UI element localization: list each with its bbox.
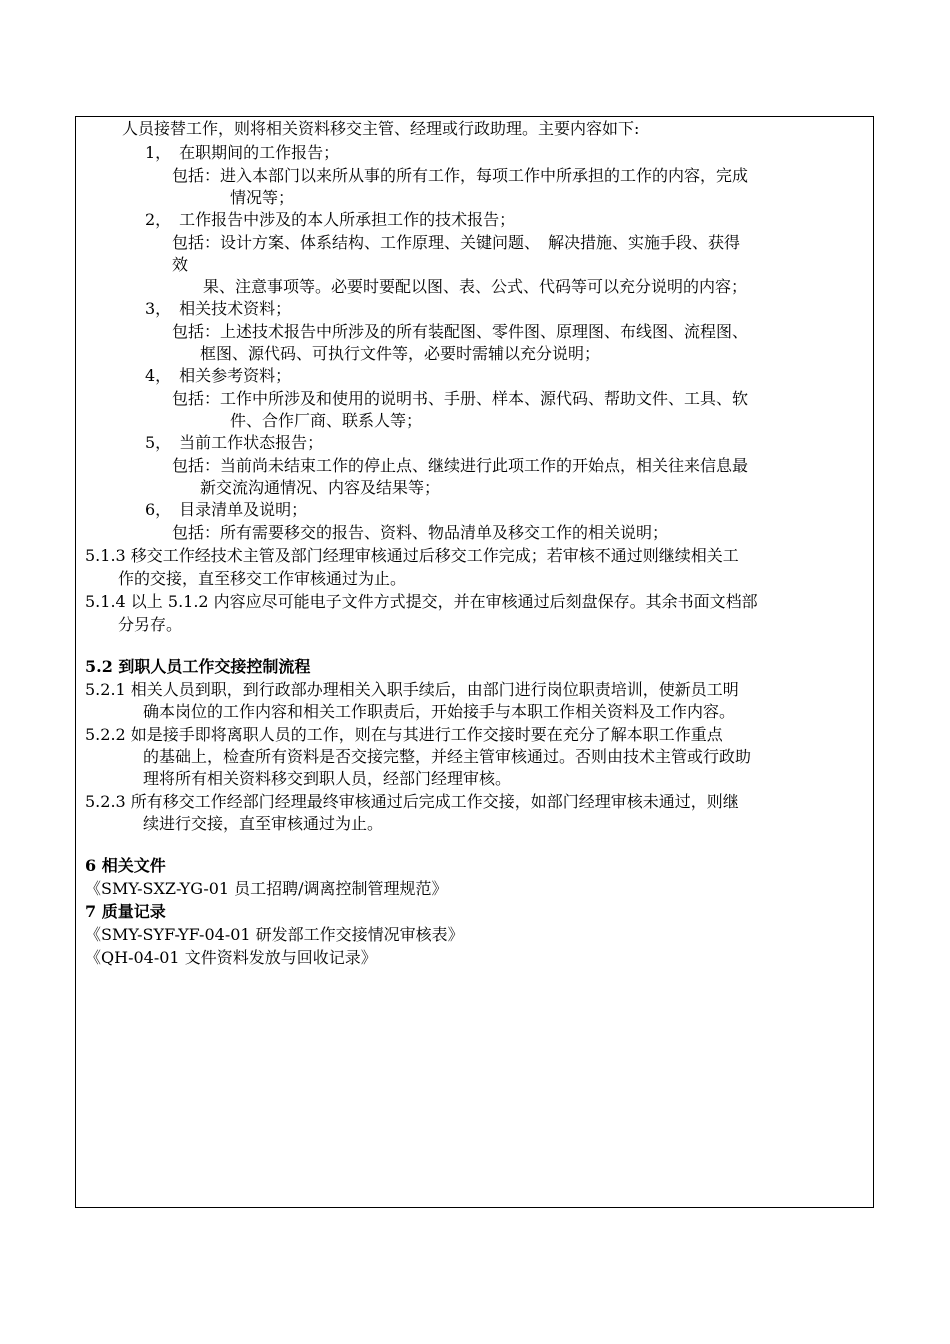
clause-5-2-2-cont: 的基础上，检查所有资料是否交接完整，并经主管审核通过。否则由技术主管或行政助 [143,747,752,766]
section-6-heading: 6 相关文件 [85,856,166,875]
item-4-title: 4， 相关参考资料； [145,366,292,385]
item-3-detail: 包括：上述技术报告中所涉及的所有装配图、零件图、原理图、布线图、流程图、 [172,322,749,341]
clause-5-1-3: 5.1.3 移交工作经技术主管及部门经理审核通过后移交工作完成；若审核不通过则继续相关工 [85,546,739,565]
item-1-detail: 包括：进入本部门以来所从事的所有工作，每项工作中所承担的工作的内容，完成 [172,166,749,185]
item-6-title: 6， 目录清单及说明； [145,500,308,519]
item-2-detail: 包括：设计方案、体系结构、工作原理、关键问题、 解决措施、实施手段、获得 [172,233,741,252]
clause-5-2-1-cont: 确本岗位的工作内容和相关工作职责后，开始接手与本职工作相关资料及工作内容。 [143,702,736,721]
item-5-detail-cont: 新交流沟通情况、内容及结果等； [200,478,441,497]
item-2-title: 2， 工作报告中涉及的本人所承担工作的技术报告； [145,210,516,229]
item-5-title: 5， 当前工作状态报告； [145,433,324,452]
clause-5-1-4-cont: 分另存。 [118,615,183,634]
related-document-1: 《SMY-SXZ-YG-01 员工招聘/调离控制管理规范》 [85,879,448,898]
item-1-title: 1， 在职期间的工作报告； [145,143,340,162]
section-5-2-heading: 5.2 到职人员工作交接控制流程 [85,657,311,676]
item-2-detail-cont: 效 [172,255,189,274]
item-4-detail-cont: 件、合作厂商、联系人等； [230,411,423,430]
item-5-detail: 包括：当前尚未结束工作的停止点、继续进行此项工作的开始点，相关往来信息最 [172,456,749,475]
item-1-detail-cont: 情况等； [230,188,295,207]
clause-5-2-1: 5.2.1 相关人员到职，到行政部办理相关入职手续后，由部门进行岗位职责培训，使新员工明 [85,680,739,699]
intro-line: 人员接替工作，则将相关资料移交主管、经理或行政助理。主要内容如下: [122,119,640,138]
clause-5-2-2: 5.2.2 如是接手即将离职人员的工作，则在与其进行工作交接时要在充分了解本职工作重点 [85,725,723,744]
item-2-detail-cont2: 果、注意事项等。必要时要配以图、表、公式、代码等可以充分说明的内容； [203,277,748,296]
clause-5-1-3-cont: 作的交接，直至移交工作审核通过为止。 [118,569,407,588]
clause-5-1-4: 5.1.4 以上 5.1.2 内容应尽可能电子文件方式提交，并在审核通过后刻盘保存。其余书面文档部 [85,592,758,611]
quality-record-1: 《SMY-SYF-YF-04-01 研发部工作交接情况审核表》 [85,925,464,944]
clause-5-2-2-cont2: 理将所有相关资料移交到职人员，经部门经理审核。 [143,769,512,788]
item-3-title: 3， 相关技术资料； [145,299,292,318]
quality-record-2: 《QH-04-01 文件资料发放与回收记录》 [85,948,377,967]
clause-5-2-3: 5.2.3 所有移交工作经部门经理最终审核通过后完成工作交接，如部门经理审核未通过，则继 [85,792,739,811]
clause-5-2-3-cont: 续进行交接，直至审核通过为止。 [143,814,384,833]
section-7-heading: 7 质量记录 [85,902,166,921]
item-3-detail-cont: 框图、源代码、可执行文件等，必要时需辅以充分说明； [200,344,601,363]
item-4-detail: 包括：工作中所涉及和使用的说明书、手册、样本、源代码、帮助文件、工具、软 [172,389,749,408]
item-6-detail: 包括：所有需要移交的报告、资料、物品清单及移交工作的相关说明； [172,523,669,542]
